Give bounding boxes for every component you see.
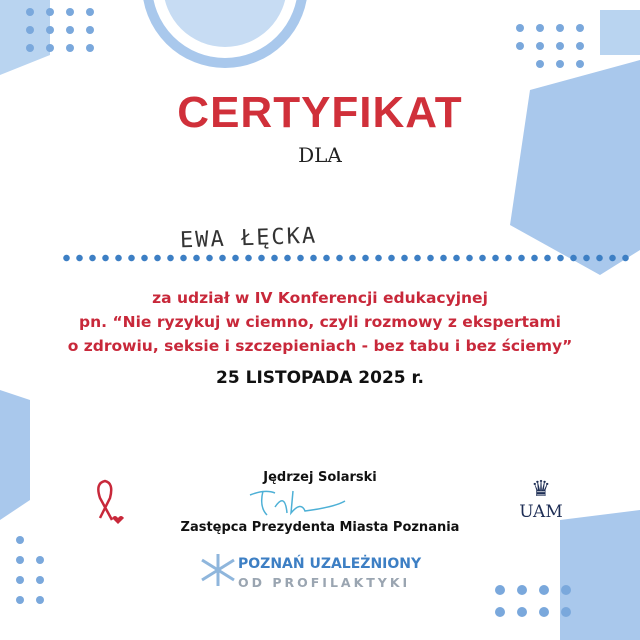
signature xyxy=(245,487,355,519)
signatory-name: Jędrzej Solarski xyxy=(263,470,377,485)
for-label: DLA xyxy=(298,143,342,167)
recipient-name: EWA ŁĘCKA xyxy=(179,223,318,254)
description-line-1: za udział w IV Konferencji edukacyjnej xyxy=(152,289,488,307)
eagle-icon: ♛ xyxy=(531,477,551,502)
program-name-line-1: POZNAŃ UZALEŻNIONY xyxy=(238,556,422,572)
description-line-2: pn. “Nie ryzykuj w ciemno, czyli rozmowy z ekspertami xyxy=(79,313,561,331)
signatory-title: Zastępca Prezydenta Miasta Poznania xyxy=(180,520,460,535)
program-name-line-2: OD PROFILAKTYKI xyxy=(238,575,411,590)
dotted-divider xyxy=(60,254,630,262)
certificate-title: CERTYFIKAT xyxy=(177,88,463,137)
event-date: 25 LISTOPADA 2025 r. xyxy=(216,368,424,388)
program-logo-icon xyxy=(198,552,238,588)
uam-logo: ♛ UAM xyxy=(519,477,563,522)
description-line-3: o zdrowiu, seksie i szczepieniach - bez tabu i bez ściemy” xyxy=(67,337,573,355)
